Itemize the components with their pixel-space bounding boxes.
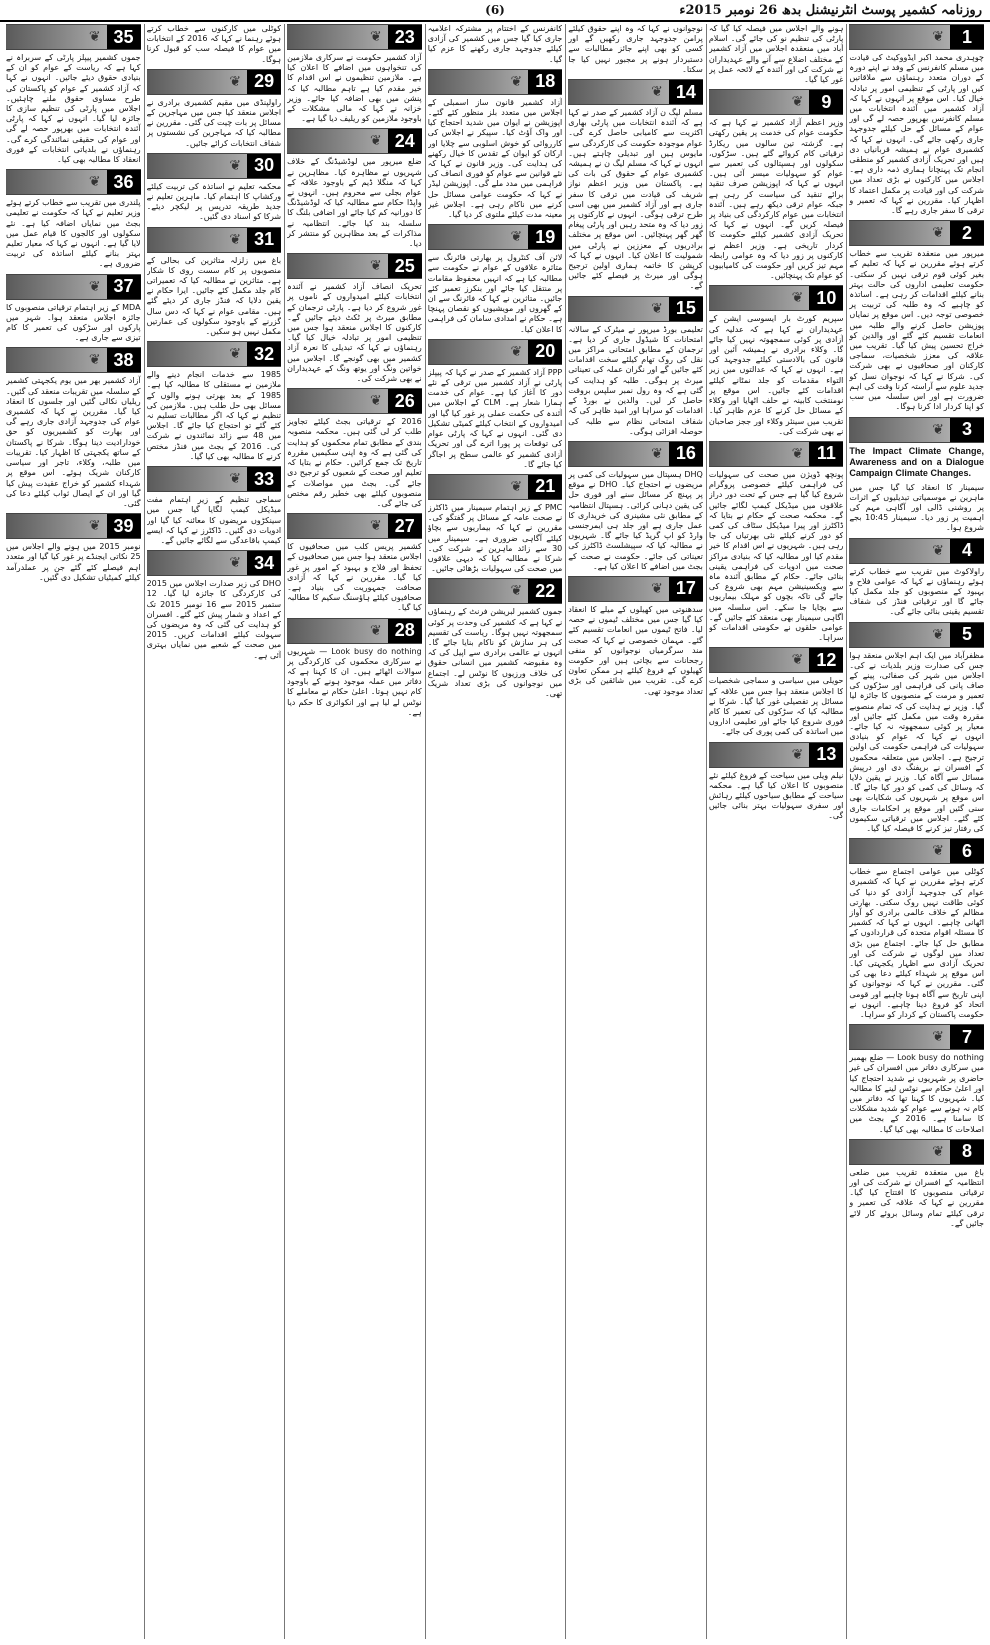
leaf-icon: ❦: [651, 580, 663, 597]
item-text: کوٹلی میں کارکنوں سے خطاب کرتے ہوئے رہنما نے کہا کہ 2016 کے انتخابات میں عوام کا فیصلہ سب کو قبول کرنا ہوگا۔: [146, 24, 282, 64]
leaf-icon: ❦: [651, 300, 663, 317]
item-number-bar: [287, 253, 422, 279]
news-column: [147, 24, 282, 1639]
news-item: [568, 441, 703, 572]
column-divider: [846, 24, 847, 1639]
news-item: [849, 220, 984, 412]
item-number: 29: [247, 70, 281, 94]
item-text: DHO کی زیر صدارت اجلاس میں 2015 کی کارکردگی کا جائزہ لیا گیا۔ 12 ستمبر 2015 سے 16 نومبر 2015 تک کے اعداد و شمار پیش کئے گئے۔ افسران کو ہدایت کی گئی کہ وہ مریضوں کی سہولت کیلئے اقدامات کریں۔ 2015 میں صحت کے شعبے میں نمایاں بہتری آئی ہے۔: [146, 579, 282, 660]
news-column: [6, 24, 141, 1639]
item-number-bar: [849, 838, 984, 864]
news-item: [147, 69, 282, 149]
item-number-bar: [849, 1024, 984, 1050]
leaf-icon: ❦: [229, 231, 242, 248]
item-number-bar: [428, 474, 563, 500]
item-text: راولاکوٹ میں تقریب سے خطاب کرتے ہوئے رہنماؤں نے کہا کہ عوامی فلاح و بہبود کے منصوبوں کو جلد مکمل کیا جائے گا اور ترقیاتی فنڈز کی شفاف تقسیم یقینی بنائی جائے گی۔: [849, 566, 984, 617]
news-item: [147, 466, 282, 546]
item-text: وزیر اعظم آزاد کشمیر نے کہا ہے کہ حکومت عوام کی خدمت پر یقین رکھتی ہے۔ گزشتہ تین سالوں میں ریکارڈ ترقیاتی کام کروائے گئے ہیں۔ سڑکوں، سکولوں اور ہسپتالوں کی تعمیر سے عوام کو سہولیات میسر آئی ہیں۔ انہوں نے کہا کہ اپوزیشن صرف تنقید برائے تنقید کی سیاست کر رہی ہے جبکہ عوام ترقی دیکھ رہے ہیں۔ آئندہ انتخابات میں عوام کارکردگی کی بنیاد پر فیصلہ کریں گے۔ انہوں نے کہا کہ تحریک آزادی کشمیر کیلئے حکومت کا کردار تاریخی ہے۔ وزیر اعظم نے کارکنوں پر زور دیا کہ وہ عوامی رابطہ مہم تیز کریں اور حکومت کی کامیابیوں کو عوام تک پہنچائیں۔: [708, 118, 844, 281]
item-text: نوجوانوں نے کہا کہ وہ اپنے حقوق کیلئے پرامن جدوجہد جاری رکھیں گے اور کسی کو بھی اپنے جائز مطالبات سے دستبردار ہونے پر مجبور نہیں کیا جا سکتا۔: [568, 24, 703, 74]
item-text: نیلم ویلی میں سیاحت کے فروغ کیلئے نئے منصوبوں کا اعلان کیا گیا ہے۔ محکمہ سیاحت کے مطابق سیاحوں کیلئے رہائش اور سفری سہولیات بہتر بنائی جائیں گی۔: [708, 770, 844, 821]
leaf-icon: ❦: [88, 518, 101, 535]
column-divider: [425, 24, 426, 1639]
item-text: پونچھ ڈویژن میں صحت کی سہولیات کی فراہمی کیلئے خصوصی پروگرام شروع کیا گیا ہے جس کے تحت دور دراز علاقوں میں میڈیکل کیمپ لگائے جائیں گے۔ محکمہ صحت کے حکام نے بتایا کہ ڈاکٹرز اور پیرا میڈیکل سٹاف کی کمی کو دور کرنے کیلئے نئی بھرتیاں کی جا رہی ہیں۔ شہریوں نے اس اقدام کا خیر مقدم کیا اور مطالبہ کیا کہ بنیادی مراکز صحت میں ادویات کی فراہمی یقینی بنائی جائے۔ حکام کے مطابق آئندہ ماہ سے ویکسینیشن مہم بھی شروع کی جائے گی تاکہ بچوں کو مہلک بیماریوں سے بچایا جا سکے۔ اس سلسلہ میں آگاہی سیمینار بھی منعقد کئے جائیں گے۔ عوامی حلقوں نے حکومتی اقدامات کو سراہا۔: [708, 469, 844, 643]
item-text: راولپنڈی میں مقیم کشمیری برادری نے اجلاس منعقد کیا جس میں مہاجرین کے مسائل پر بات چیت کی گئی۔ مقررین نے مطالبہ کیا کہ مہاجرین کی نشستوں پر شفاف انتخابات کرائے جائیں۔: [146, 97, 282, 148]
leaf-icon: ❦: [791, 445, 804, 462]
item-number-bar: [849, 1139, 984, 1165]
news-item: [147, 153, 282, 223]
item-number: 25: [388, 254, 422, 278]
item-text: حویلی میں سیاسی و سماجی شخصیات کا اجلاس منعقد ہوا جس میں علاقہ کے مسائل پر تفصیلی غور کیا گیا۔ شرکا نے مطالبہ کیا کہ سڑکوں کی تعمیر کا کام فوری شروع کیا جائے اور تعلیمی اداروں میں اساتذہ کی کمی پوری کی جائے۔: [708, 676, 844, 737]
leaf-icon: ❦: [791, 652, 804, 669]
leaf-icon: ❦: [510, 73, 523, 90]
item-text: جموں کشمیر لبریشن فرنٹ کے رہنماؤں نے کہا ہے کہ کشمیر کی وحدت پر کوئی سمجھوتہ نہیں ہوگا۔ ریاست کی تقسیم کی ہر سازش کو ناکام بنایا جائے گا۔ انہوں نے عالمی برادری سے اپیل کی کہ وہ مقبوضہ کشمیر میں انسانی حقوق کی خلاف ورزیوں کا نوٹس لے۔ اجتماع میں نوجوانوں کی بڑی تعداد شریک تھی۔: [427, 607, 563, 698]
leaf-icon: ❦: [88, 352, 101, 369]
news-item: [287, 513, 422, 613]
leaf-icon: ❦: [791, 94, 804, 111]
item-text: سماجی تنظیم کے زیر اہتمام مفت میڈیکل کیمپ لگایا گیا جس میں سینکڑوں مریضوں کا معائنہ کیا گیا اور ادویات دی گئیں۔ ڈاکٹرز نے کہا کہ ایسے کیمپ باقاعدگی سے لگائے جائیں گے۔: [146, 495, 282, 545]
item-number: 3: [950, 418, 984, 442]
item-number: 13: [809, 743, 843, 767]
item-number: 31: [247, 228, 281, 252]
leaf-icon: ❦: [88, 174, 101, 191]
news-item: [849, 24, 984, 216]
item-text: باغ میں منعقدہ تقریب میں ضلعی انتظامیہ کے افسران نے شرکت کی اور ترقیاتی منصوبوں کا افتتاح کیا گیا۔ مقررین نے کہا کہ علاقہ کی تعمیر و ترقی کیلئے تمام وسائل بروئے کار لائے جائیں گے۔: [849, 1167, 984, 1228]
leaf-icon: ❦: [369, 133, 382, 150]
leaf-icon: ❦: [791, 290, 804, 307]
item-number-bar: [709, 89, 844, 115]
item-number: 15: [669, 297, 703, 321]
column-divider: [284, 24, 285, 1639]
item-number: 12: [809, 648, 843, 672]
item-number-bar: [849, 622, 984, 648]
news-item: [428, 474, 563, 574]
item-number-bar: [849, 220, 984, 246]
news-item: [849, 538, 984, 618]
news-item: [849, 1139, 984, 1229]
item-text: 2016 کے ترقیاتی بجٹ کیلئے تجاویز طلب کر لی گئی ہیں۔ محکمہ منصوبہ بندی کے مطابق تمام محکموں کو ہدایت کی گئی ہے کہ وہ اپنی سکیمیں مقررہ تاریخ تک جمع کرائیں۔ حکام نے بتایا کہ تعلیم اور صحت کے شعبوں کو ترجیح دی جائے گی۔ بجٹ میں مواصلات کے منصوبوں کیلئے بھی خطیر رقم مختص کی جائے گی۔: [287, 417, 422, 508]
news-item: [147, 227, 282, 338]
item-number: 35: [107, 25, 141, 49]
item-text: نومبر 2015 میں ہونے والے اجلاس میں 25 نکاتی ایجنڈے پر غور کیا گیا اور متعدد اہم فیصلے کئے گئے جن پر عملدرآمد کیلئے کمیٹیاں تشکیل دی گئیں۔: [6, 542, 141, 582]
leaf-icon: ❦: [510, 229, 523, 246]
item-number: 8: [950, 1140, 984, 1164]
item-number: 16: [669, 442, 703, 466]
leaf-icon: ❦: [510, 583, 523, 600]
item-number: 17: [669, 577, 703, 601]
item-text: کانفرنس کے اختتام پر مشترکہ اعلامیہ جاری کیا گیا جس میں کشمیر کی آزادی کیلئے جدوجہد جاری رکھنے کا عزم کیا گیا۔: [427, 24, 563, 64]
item-number-bar: [709, 647, 844, 673]
item-text: مظفرآباد میں ایک اہم اجلاس منعقد ہوا جس کی صدارت وزیر بلدیات نے کی۔ اجلاس میں شہر کی صفائی، پینے کے صاف پانی کی فراہمی اور سڑکوں کی تعمیر و مرمت کے منصوبوں کا جائزہ لیا گیا۔ وزیر نے ہدایت کی کہ تمام منصوبے مقررہ وقت میں مکمل کئے جائیں اور معیار پر کوئی سمجھوتہ نہ کیا جائے۔ انہوں نے کہا کہ عوام کو بنیادی سہولیات کی فراہمی حکومت کی اولین ترجیح ہے۔ اجلاس میں متعلقہ محکموں کے افسران نے بریفنگ دی اور درپیش مسائل سے آگاہ کیا۔ وزیر نے یقین دلایا کہ وسائل کی کمی کو دور کیا جائے گا۔ اس موقع پر شہریوں کی شکایات بھی سنی گئیں اور موقع پر احکامات جاری کئے گئے۔ اجلاس میں ترقیاتی سکیموں کی رفتار تیز کرنے کا فیصلہ کیا گیا۔: [849, 650, 984, 833]
news-column: [287, 24, 422, 1639]
item-number-bar: [6, 513, 141, 539]
item-number-bar: [6, 274, 141, 300]
news-item: [568, 296, 703, 437]
item-text: MDA کے زیر اہتمام ترقیاتی منصوبوں کا جائزہ اجلاس منعقد ہوا۔ شہر میں پارکوں اور سڑکوں کی تعمیر کا کام تیزی سے جاری ہے۔: [6, 302, 141, 343]
item-number: 36: [107, 170, 141, 194]
item-number: 37: [107, 275, 141, 299]
item-text: جموں کشمیر پیپلز پارٹی کے سربراہ نے کہا ہے کہ ریاست کے عوام کو ان کے بنیادی حقوق دیئے جائیں۔ انہوں نے کہا کہ آزاد کشمیر کے عوام کو پاکستان کی طرح مساوی حقوق ملنے چاہئیں۔ اجلاس میں پارٹی کی تنظیم سازی کا جائزہ لیا گیا۔ انہوں نے کہا کہ پارٹی آئندہ انتخابات میں بھرپور حصہ لے گی اور عوام کی حقیقی نمائندگی کرے گی۔ رہنماؤں نے بلدیاتی انتخابات کے فوری انعقاد کا مطالبہ بھی کیا۔: [6, 53, 141, 165]
item-number-bar: [568, 79, 703, 105]
item-text: کشمیر پریس کلب میں صحافیوں کا اجلاس منعقد ہوا جس میں صحافیوں کے تحفظ اور فلاح و بہبود کے امور پر غور کیا گیا۔ مقررین نے کہا کہ آزادی صحافت جمہوریت کی بنیاد ہے۔ صحافیوں کیلئے ہاؤسنگ سکیم کا مطالبہ کیا گیا۔: [287, 542, 422, 613]
news-item: [147, 24, 282, 65]
news-item: [428, 339, 563, 470]
item-number: 11: [809, 442, 843, 466]
item-number-bar: [6, 169, 141, 195]
item-number-bar: [849, 538, 984, 564]
news-item: [287, 253, 422, 384]
news-item: [287, 24, 422, 124]
item-number-bar: [287, 513, 422, 539]
item-number: 5: [950, 623, 984, 647]
masthead-date: بدھ 26 نومبر 2015ء: [679, 2, 802, 18]
news-item: [849, 838, 984, 1020]
item-text: The Impact Climate Change, Awareness and on a Dialogue Campaign Climate Changes.: [849, 445, 984, 478]
page-header: [0, 0, 990, 22]
item-number-bar: [849, 417, 984, 443]
item-number: 19: [528, 225, 562, 249]
news-item: [849, 1024, 984, 1135]
leaf-icon: ❦: [932, 225, 944, 242]
item-number-bar: [147, 153, 282, 179]
leaf-icon: ❦: [369, 29, 382, 45]
item-text: مسلم لیگ ن آزاد کشمیر کے صدر نے کہا ہے کہ آئندہ انتخابات میں پارٹی بھاری اکثریت سے کامیابی حاصل کرے گی۔ عوام موجودہ حکومت کی کارکردگی سے مایوس ہیں اور تبدیلی چاہتے ہیں۔ انہوں نے کہا کہ مسلم لیگ ن نے ہمیشہ کشمیری عوام کے حقوق کی بات کی ہے۔ پاکستان میں وزیر اعظم نواز شریف کی قیادت میں ترقی کا سفر جاری ہے اور آزاد کشمیر میں بھی اسی طرح ترقی ہوگی۔ انہوں نے کارکنوں پر زور دیا کہ وہ متحد رہیں اور پارٹی پیغام گھر گھر پہنچائیں۔ اس موقع پر مختلف برادریوں کے معززین نے پارٹی میں شمولیت کا اعلان کیا۔ انہوں نے کہا کہ کرپشن کا خاتمہ ہماری اولین ترجیح ہوگی اور میرٹ پر فیصلے کئے جائیں گے۔: [568, 108, 703, 291]
item-number: 2: [950, 221, 984, 245]
item-number-bar: [568, 441, 703, 467]
item-text: محکمہ تعلیم نے اساتذہ کی تربیت کیلئے ورکشاپ کا اہتمام کیا۔ ماہرین تعلیم نے جدید طریقہ تدریس پر لیکچر دیئے۔ شرکا کو اسناد دی گئیں۔: [146, 181, 282, 222]
news-item: [428, 224, 563, 335]
item-text: ضلع میرپور میں لوڈشیڈنگ کے خلاف شہریوں نے مظاہرہ کیا۔ مظاہرین نے کہا کہ منگلا ڈیم کے باوجود علاقہ کے عوام بجلی سے محروم ہیں۔ انہوں نے واپڈا حکام سے مطالبہ کیا کہ لوڈشیڈنگ کا دورانیہ کم کیا جائے اور اضافی بلنگ کا سلسلہ بند کیا جائے۔ انتظامیہ نے مذاکرات کے بعد مظاہرین کو منتشر کر دیا۔: [287, 157, 422, 249]
item-text: آزاد کشمیر بھر میں یوم یکجہتی کشمیر کے سلسلہ میں تقریبات منعقد کی گئیں۔ ریلیاں نکالی گئیں اور جلسوں کا انعقاد کیا گیا۔ مقررین نے کہا کہ کشمیری عوام کی جدوجہد آزادی جاری رہے گی اور بھارت کو کشمیریوں کو حق خودارادیت دینا ہوگا۔ شرکا نے پاکستان کے ساتھ یکجہتی کا اظہار کیا۔ تقریبات میں طلبہ، وکلاء، تاجر اور سیاسی کارکنان شریک ہوئے۔ اس موقع پر شہداء کشمیر کو خراج عقیدت پیش کیا گیا اور ان کے ایصال ثواب کیلئے دعا کی گئی۔: [6, 376, 141, 508]
leaf-icon: ❦: [510, 478, 523, 495]
news-item: [6, 24, 141, 165]
leaf-icon: ❦: [932, 626, 944, 643]
news-item: [6, 274, 141, 344]
item-number-bar: [428, 578, 563, 604]
leaf-icon: ❦: [369, 393, 382, 410]
news-item: [849, 417, 984, 479]
news-item: [6, 169, 141, 269]
column-divider: [565, 24, 566, 1639]
item-number-bar: [709, 742, 844, 768]
item-number: 20: [528, 340, 562, 364]
item-number: 28: [388, 619, 422, 643]
leaf-icon: ❦: [932, 1029, 944, 1046]
item-number-bar: [287, 128, 422, 154]
item-text: آزاد کشمیر قانون ساز اسمبلی کے اجلاس میں متعدد بلز منظور کئے گئے۔ اپوزیشن نے ایوان میں شدید احتجاج کیا اور واک آؤٹ کیا۔ سپیکر نے اجلاس کی کارروائی کو خوش اسلوبی سے چلایا اور ارکان کو ایوان کے تقدس کا خیال رکھنے کی ہدایت کی۔ وزیر قانون نے کہا کہ نئے قوانین سے عوام کو فوری انصاف کی فراہمی میں مدد ملے گی۔ اپوزیشن لیڈر نے کہا کہ حکومت عوامی مسائل حل کرنے میں ناکام رہی ہے۔ اجلاس غیر معینہ مدت کیلئے ملتوی کر دیا گیا۔: [427, 97, 563, 220]
item-text: سپریم کورٹ بار ایسوسی ایشن کے عہدیداران نے کہا ہے کہ عدلیہ کی آزادی پر کوئی سمجھوتہ نہیں کیا جائے گا۔ وکلاء برادری نے ہمیشہ آئین اور قانون کی بالادستی کیلئے جدوجہد کی ہے۔ انہوں نے کہا کہ عدالتوں میں زیر التواء مقدمات کو جلد نمٹانے کیلئے اقدامات کئے جائیں۔ اس موقع پر نومنتخب کابینہ نے حلف اٹھایا اور وکلاء کے مسائل حل کرنے کا عزم ظاہر کیا۔ تقریب میں سینئر وکلاء اور ججز صاحبان نے بھی شرکت کی۔: [708, 314, 844, 436]
item-number-bar: [147, 69, 282, 95]
item-number-bar: [6, 24, 141, 50]
item-number-bar: [568, 296, 703, 322]
news-item: [709, 742, 844, 822]
news-column: [428, 24, 563, 1639]
item-number-bar: [428, 224, 563, 250]
news-column: [709, 24, 844, 1639]
item-number: 4: [950, 539, 984, 563]
item-text: کوٹلی میں عوامی اجتماع سے خطاب کرتے ہوئے مقررین نے کہا کہ کشمیری عوام کی جدوجہد آزادی کو دنیا کی کوئی طاقت نہیں روک سکتی۔ بھارتی مظالم کے خلاف عالمی برادری کو آواز اٹھانی چاہیے۔ انہوں نے کہا کہ کشمیر کا مسئلہ اقوام متحدہ کی قراردادوں کے مطابق حل کیا جائے۔ اجتماع میں بڑی تعداد میں لوگوں نے شرکت کی اور تحریک آزادی سے اظہار یکجہتی کیا۔ اس موقع پر شہداء کیلئے دعا بھی کی گئی۔ مقررین نے کہا کہ نوجوانوں کو اپنی تاریخ سے آگاہ ہونا چاہیے اور قومی اتحاد کو فروغ دینا چاہیے۔ انہوں نے حکومت پاکستان کے کردار کو سراہا۔: [849, 867, 984, 1020]
item-text: سیمینار کا انعقاد کیا گیا جس میں ماہرین نے موسمیاتی تبدیلیوں کے اثرات پر روشنی ڈالی اور آگاہی مہم کی اہمیت پر زور دیا۔ سیمینار 10:45 بجے شروع ہوا۔: [849, 482, 984, 533]
leaf-icon: ❦: [88, 278, 101, 295]
item-number-bar: [147, 466, 282, 492]
leaf-icon: ❦: [229, 157, 242, 174]
leaf-icon: ❦: [369, 258, 382, 275]
page-number: (6): [485, 3, 505, 17]
masthead: [679, 3, 982, 18]
leaf-icon: ❦: [229, 555, 242, 572]
news-item: [568, 576, 703, 697]
news-item: [6, 513, 141, 583]
leaf-icon: ❦: [229, 346, 242, 363]
masthead-title: روزنامہ کشمیر پوسٹ انٹرنیشنل: [805, 2, 982, 18]
item-number: 39: [107, 514, 141, 538]
leaf-icon: ❦: [932, 29, 944, 45]
news-item: [147, 550, 282, 661]
item-number: 9: [809, 90, 843, 114]
item-number: 24: [388, 129, 422, 153]
item-number: 14: [669, 80, 703, 104]
news-item: [428, 69, 563, 220]
leaf-icon: ❦: [369, 518, 382, 535]
leaf-icon: ❦: [229, 471, 242, 488]
leaf-icon: ❦: [510, 343, 523, 360]
item-number-bar: [287, 388, 422, 414]
leaf-icon: ❦: [88, 29, 101, 45]
news-item: [709, 89, 844, 281]
leaf-icon: ❦: [791, 746, 804, 763]
leaf-icon: ❦: [932, 421, 944, 438]
news-item: [428, 578, 563, 699]
item-number-bar: [428, 339, 563, 365]
item-text: پلندری میں تقریب سے خطاب کرتے ہوئے وزیر تعلیم نے کہا کہ حکومت نے تعلیمی بجٹ میں نمایاں اضافہ کیا ہے۔ نئے سکولوں اور کالجوں کا قیام عمل میں لایا گیا ہے۔ انہوں نے کہا کہ معیار تعلیم بہتر بنانے کیلئے اساتذہ کی تربیت ضروری ہے۔: [6, 198, 141, 269]
item-number-bar: [287, 24, 422, 50]
leaf-icon: ❦: [651, 445, 663, 462]
item-number: 38: [107, 348, 141, 372]
news-item: [147, 341, 282, 462]
item-number-bar: [6, 347, 141, 373]
item-number: 23: [388, 25, 422, 49]
item-number: 7: [950, 1025, 984, 1049]
item-number-bar: [709, 441, 844, 467]
news-item: [428, 24, 563, 65]
item-number: 33: [247, 467, 281, 491]
item-text: سدھنوتی میں کھیلوں کے میلے کا انعقاد کیا گیا جس میں مختلف ٹیموں نے حصہ لیا۔ فاتح ٹیموں میں انعامات تقسیم کئے گئے۔ مہمان خصوصی نے کہا کہ صحت مند سرگرمیاں نوجوانوں کو منفی رجحانات سے بچاتی ہیں اور حکومت کھیلوں کے فروغ کیلئے ہر ممکن تعاون کرے گی۔ تقریب میں شائقین کی بڑی تعداد موجود تھی۔: [568, 604, 703, 696]
item-text: چوہدری محمد اکبر ایڈووکیٹ کی قیادت میں مسلم کانفرنس کے وفد نے اپنے دورہ کے دوران متعدد رہنماؤں سے ملاقاتیں کیں اور پارٹی کے تنظیمی امور پر تبادلہ خیال کیا۔ اس موقع پر انہوں نے کہا کہ آزاد کشمیر میں آئندہ انتخابات میں مسلم کانفرنس بھرپور حصہ لے گی اور عوام کے مسائل کے حل کیلئے جدوجہد جاری رکھی جائے گی۔ انہوں نے کہا کہ کشمیری عوام نے ہمیشہ قربانیاں دی ہیں اور تحریک آزادی کشمیر کو منطقی انجام تک پہنچانا ہماری ذمہ داری ہے۔ اجلاس میں کارکنوں نے بڑی تعداد میں شرکت کی اور قیادت پر مکمل اعتماد کا اظہار کیا۔ مقررین نے کہا کہ تعمیر و ترقی کا سفر جاری رہے گا۔: [849, 53, 984, 216]
item-number: 21: [528, 475, 562, 499]
news-item: [709, 441, 844, 643]
item-text: Look busy do nothing — ضلع بھمبر میں سرکاری دفاتر میں افسران کی غیر حاضری پر شہریوں نے شدید احتجاج کیا اور اعلیٰ حکام سے نوٹس لینے کا مطالبہ کیا۔ شہریوں کا کہنا تھا کہ دفاتر میں کام نہ ہونے سے عوام کو شدید مشکلات کا سامنا ہے۔ 2016 کے بجٹ میں اصلاحات کا مطالبہ بھی کیا گیا۔: [849, 1053, 984, 1134]
item-number: 27: [388, 514, 422, 538]
item-number: 32: [247, 342, 281, 366]
item-text: تعلیمی بورڈ میرپور نے میٹرک کے سالانہ امتحانات کا شیڈول جاری کر دیا ہے۔ ترجمان کے مطابق امتحانی مراکز میں نقل کی روک تھام کیلئے سخت اقدامات کئے جائیں گے اور نگران عملہ کی تعیناتی میرٹ پر ہوگی۔ طلبہ کو ہدایت کی گئی ہے کہ وہ رول نمبر سلپس بروقت حاصل کر لیں۔ والدین نے بورڈ کے اقدامات کو سراہا اور امید ظاہر کی کہ شفاف امتحانی نظام سے طلبہ کی حوصلہ افزائی ہوگی۔: [568, 324, 703, 436]
news-item: [709, 647, 844, 737]
item-text: آزاد کشمیر حکومت نے سرکاری ملازمین کی تنخواہوں میں اضافے کا اعلان کیا ہے۔ ملازمین تنظیموں نے اس اقدام کا خیر مقدم کیا ہے تاہم مطالبہ کیا کہ پنشن میں بھی اضافہ کیا جائے۔ وزیر خزانہ نے کہا کہ مالی مشکلات کے باوجود ملازمین کو ریلیف دیا گیا ہے۔: [287, 53, 422, 124]
news-item: [709, 285, 844, 436]
item-number: 26: [388, 389, 422, 413]
news-item: [568, 79, 703, 292]
item-text: تحریک انصاف آزاد کشمیر نے آئندہ انتخابات کیلئے امیدواروں کے ناموں پر غور شروع کر دیا ہے۔ پارٹی ترجمان کے مطابق میرٹ پر ٹکٹ دیئے جائیں گے۔ کارکنوں کا اجلاس منعقد ہوا جس میں تنظیمی امور پر تبادلہ خیال کیا گیا۔ رہنماؤں نے کہا کہ تبدیلی کا نعرہ آزاد کشمیر میں بھی گونجے گا۔ اجلاس میں خواتین ونگ اور یوتھ ونگ کے عہدیداران نے بھی شرکت کی۔: [287, 282, 422, 384]
item-number: 18: [528, 70, 562, 94]
item-number-bar: [709, 285, 844, 311]
item-number: 30: [247, 154, 281, 178]
leaf-icon: ❦: [932, 843, 944, 860]
item-number-bar: [147, 550, 282, 576]
column-divider: [706, 24, 707, 1639]
item-text: ہونے والے اجلاس میں فیصلہ کیا گیا کہ پارٹی کی تنظیم نو کی جائے گی۔ اسلام آباد میں منعقدہ اجلاس میں آزاد کشمیر کے مختلف اضلاع سے آنے والے عہدیداران نے شرکت کی اور آئندہ کے لائحہ عمل پر غور کیا گیا۔: [708, 24, 844, 85]
item-number: 34: [247, 551, 281, 575]
item-text: Look busy do nothing — شہریوں نے سرکاری محکموں کی کارکردگی پر سوالات اٹھائے ہیں۔ ان کا کہنا ہے کہ دفاتر میں عملہ موجود ہونے کے باوجود کام نہیں ہوتا۔ اعلیٰ حکام نے معاملے کا نوٹس لے لیا ہے اور انکوائری کا حکم دیا ہے۔: [287, 646, 422, 717]
item-number-bar: [287, 618, 422, 644]
item-number: 10: [809, 286, 843, 310]
leaf-icon: ❦: [651, 84, 663, 101]
leaf-icon: ❦: [229, 73, 242, 90]
news-item: [709, 24, 844, 85]
news-item: [849, 483, 984, 534]
item-number-bar: [428, 69, 563, 95]
item-number-bar: [849, 24, 984, 50]
leaf-icon: ❦: [932, 542, 944, 559]
item-number-bar: [147, 341, 282, 367]
item-text: PPP آزاد کشمیر کے صدر نے کہا کہ پیپلز پارٹی نے آزاد کشمیر میں ترقی کے نئے دور کا آغاز کیا ہے۔ عوام کی خدمت ہمارا شعار ہے۔ CLM کے اجلاس میں آئندہ کی حکمت عملی پر غور کیا گیا اور امیدواروں کے انتخاب کیلئے کمیٹی تشکیل دی گئی۔ انہوں نے کہا کہ پارٹی عوام کی توقعات پر پورا اترے گی اور تحریک آزادی کشمیر کو عالمی سطح پر اجاگر کیا جائے گا۔: [427, 367, 563, 469]
item-number: 6: [950, 839, 984, 863]
news-item: [6, 347, 141, 509]
item-text: PMC کے زیر اہتمام سیمینار میں ڈاکٹرز نے صحت عامہ کے مسائل پر گفتگو کی۔ مقررین نے کہا کہ بیماریوں سے بچاؤ کیلئے آگاہی ضروری ہے۔ سیمینار میں 30 سے زائد ماہرین نے شرکت کی۔ شرکا نے مطالبہ کیا کہ دیہی علاقوں میں صحت کی سہولیات بڑھائی جائیں۔: [427, 502, 563, 574]
news-item: [287, 618, 422, 718]
item-text: 1985 سے خدمات انجام دینے والے ملازمین نے مستقلی کا مطالبہ کیا ہے۔ 1985 کے بعد بھرتی ہونے والوں کے مسائل بھی حل طلب ہیں۔ ملازمین کی تنظیم نے کہا کہ اگر مطالبات تسلیم نہ کئے گئے تو احتجاج کیا جائے گا۔ اجلاس میں 48 سے زائد نمائندوں نے شرکت کی۔ 2016 کے بجٹ میں فنڈز مختص کرنے کا مطالبہ بھی کیا گیا۔: [146, 370, 282, 461]
news-column: [849, 24, 984, 1639]
news-item: [287, 128, 422, 249]
news-column: [568, 24, 703, 1639]
item-number-bar: [147, 227, 282, 253]
news-item: [849, 622, 984, 835]
item-text: باغ میں زلزلہ متاثرین کی بحالی کے منصوبوں پر کام سست روی کا شکار ہے۔ متاثرین نے مطالبہ کیا کہ تعمیراتی کام جلد مکمل کئے جائیں۔ ایرا حکام نے یقین دلایا کہ فنڈز جاری کر دیئے گئے ہیں۔ مقامی عوام نے کہا کہ دس سال گزرنے کے باوجود سکولوں کی عمارتیں مکمل نہیں ہو سکیں۔: [146, 255, 282, 337]
leaf-icon: ❦: [369, 622, 382, 639]
item-text: DHQ ہسپتال میں سہولیات کی کمی پر مریضوں نے احتجاج کیا۔ DHO نے موقع پر پہنچ کر مسائل سنے اور فوری حل کی یقین دہانی کرائی۔ ہسپتال انتظامیہ کے مطابق نئی مشینری کی خریداری کا عمل جاری ہے اور جلد ہی ایمرجنسی وارڈ کو اپ گریڈ کیا جائے گا۔ شہریوں نے مطالبہ کیا کہ سپیشلسٹ ڈاکٹرز کی تعیناتی کی جائے۔ حکومت نے صحت کے بجٹ میں اضافے کا اعلان کیا ہے۔: [568, 469, 703, 571]
item-number: 1: [950, 25, 984, 49]
news-item: [287, 388, 422, 509]
column-divider: [144, 24, 145, 1639]
item-number-bar: [568, 576, 703, 602]
item-text: لائن آف کنٹرول پر بھارتی فائرنگ سے متاثرہ علاقوں کے عوام نے حکومت سے مطالبہ کیا ہے کہ انہیں محفوظ مقامات پر منتقل کیا جائے اور بنکرز تعمیر کئے جائیں۔ متاثرین نے کہا کہ فائرنگ سے ان کے گھروں اور مویشیوں کو نقصان پہنچا ہے۔ حکام نے امدادی سامان کی فراہمی کا اعلان کیا۔: [427, 253, 563, 334]
item-number: 22: [528, 579, 562, 603]
item-text: میرپور میں منعقدہ تقریب سے خطاب کرتے ہوئے مقررین نے کہا کہ تعلیم کے بغیر کوئی قوم ترقی نہیں کر سکتی۔ حکومت تعلیمی اداروں کی حالت بہتر بنانے کیلئے اقدامات کر رہی ہے۔ اساتذہ کو چاہیے کہ وہ طلبہ کی تربیت پر خصوصی توجہ دیں۔ اس موقع پر نمایاں پوزیشن حاصل کرنے والے طلبہ میں انعامات تقسیم کئے گئے اور والدین کو خراج تحسین پیش کیا گیا۔ تقریب میں علاقہ کی معزز شخصیات، سماجی کارکنان اور صحافیوں نے بھی شرکت کی۔ شرکا نے کہا کہ نوجوان نسل کو جدید علوم سے آراستہ کرنا وقت کی اہم ضرورت ہے اور اس سلسلہ میں سب کو اپنا کردار ادا کرنا ہوگا۔: [849, 249, 984, 412]
news-item: [568, 24, 703, 75]
leaf-icon: ❦: [932, 1143, 944, 1160]
